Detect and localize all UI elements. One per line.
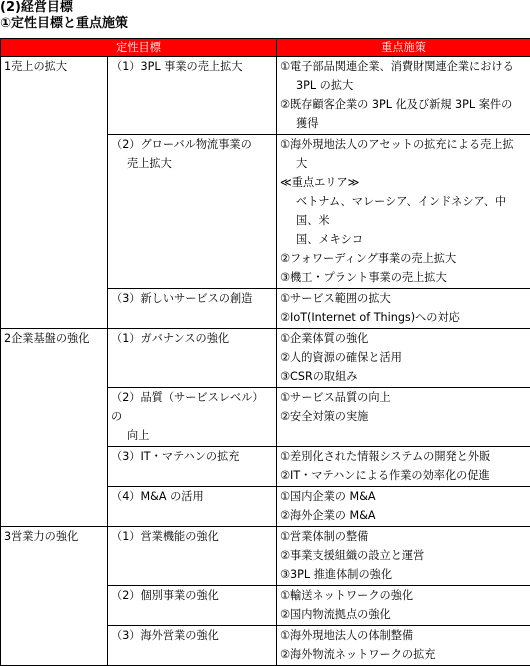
measure-line: ③機工・プラント事業の売上拡大 [280,268,527,287]
measure-cell [277,527,530,586]
measure-line: ②IoT(Internet of Things)への対応 [280,308,527,327]
measure-line: ①差別化された情報システムの開発と外販 [280,447,527,466]
sub-goal-line: 売上拡大 [111,154,273,173]
measure-cell [277,586,530,626]
sub-goal-cell: （2）個別事業の強化 [108,586,277,626]
measure-line: ②国内物流拠点の強化 [280,605,527,624]
sub-goal-line: （2）品質（サービスレベル）の [111,388,273,426]
table-row [1,57,530,135]
measure-cell [277,447,530,487]
measure-line: ②海外企業の M&A [280,506,527,525]
measure-line: 獲得 [280,114,527,133]
goal-cell: 2企業基盤の強化 [1,329,108,527]
measure-line: 国、メキシコ [280,230,527,249]
measure-cell [277,487,530,527]
sub-goal-line: （2）グローバル物流事業の [111,135,273,154]
sub-goal-cell: （3）新しいサービスの創造 [108,289,277,329]
measure-line: ②安全対策の実施 [280,407,527,426]
measure-cell [277,289,530,329]
sub-goal-cell: （1）ガバナンスの強化 [108,329,277,388]
measure-line: ②フォワーディング事業の売上拡大 [280,249,527,268]
measure-line: ①サービス品質の向上 [280,388,527,407]
sub-goal-cell: （1）営業機能の強化 [108,527,277,586]
measure-line: ②既存顧客企業の 3PL 化及び新規 3PL 案件の [280,95,527,114]
measure-cell [277,626,530,666]
measure-line: ②IT・マテハンによる作業の効率化の促進 [280,466,527,485]
sub-goal-cell: （4）M&A の活用 [108,487,277,527]
measure-line: ベトナム、マレーシア、インドネシア、中国、米 [280,192,527,230]
sub-goal-cell [108,388,277,447]
measure-line: ①企業体質の強化 [280,329,527,348]
goal-cell: 1売上の拡大 [1,57,108,329]
table-row [1,527,530,586]
measure-line: ③3PL 推進体制の強化 [280,565,527,584]
sub-goal-line: 向上 [111,426,273,445]
sub-goal-cell: （3）IT・マテハンの拡充 [108,447,277,487]
goal-cell: 3営業力の強化 [1,527,108,666]
measure-line: ②事業支援組織の設立と運営 [280,546,527,565]
header-qualitative-goals: 定性目標 [1,39,277,57]
measure-line: 大 [280,154,527,173]
measure-cell [277,135,530,289]
measure-line: ③CSRの取組み [280,367,527,386]
measure-line: 3PL の拡大 [280,76,527,95]
measure-line: ①海外現地法人のアセットの拡充による売上拡 [280,135,527,154]
measure-cell [277,329,530,388]
measure-line: ≪重点エリア≫ [280,173,527,192]
measure-line: ①国内企業の M&A [280,487,527,506]
section-heading: (2)経営目標 [0,0,73,16]
table-header-row [1,39,530,57]
sub-goal-cell: （3）海外営業の強化 [108,626,277,666]
sub-goal-cell: （1）3PL 事業の売上拡大 [108,57,277,135]
measure-cell [277,57,530,135]
goals-table [0,38,530,666]
header-key-measures: 重点施策 [277,39,530,57]
measure-line: ①サービス範囲の拡大 [280,289,527,308]
measure-line: ①電子部品関連企業、消費財関連企業における [280,57,527,76]
sub-goal-cell [108,135,277,289]
measure-cell [277,388,530,447]
measure-line: ①輸送ネットワークの強化 [280,586,527,605]
measure-line: ②海外物流ネットワークの拡充 [280,645,527,664]
measure-line: ①海外現地法人の体制整備 [280,626,527,645]
measure-line: ②人的資源の確保と活用 [280,348,527,367]
subsection-heading: ①定性目標と重点施策 [0,16,128,32]
measure-line: ①営業体制の整備 [280,527,527,546]
table-row [1,329,530,388]
